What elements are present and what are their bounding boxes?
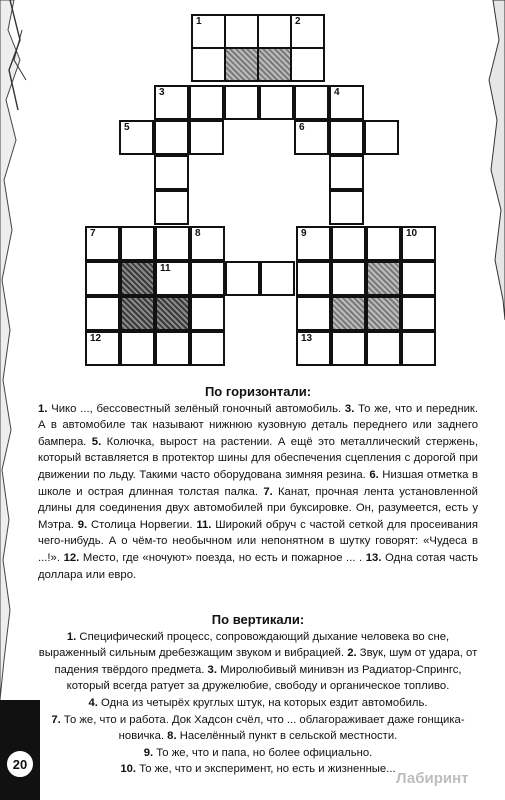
cell-number: 5 [124,122,130,133]
clue-text: Населённый пункт в сельской местности. [176,730,398,743]
crossword-cell[interactable] [331,226,366,261]
shaded-block [366,296,401,331]
crossword-cell[interactable] [154,120,189,155]
across-heading: По горизонтали: [204,384,312,399]
crossword-cell[interactable] [120,331,155,366]
cell-number: 12 [90,333,102,344]
crossword-cell[interactable] [296,296,331,331]
watermark-logo: Лабиринт [396,770,469,787]
clue-text: Канат, прочная лента установленной длины для соединения двух автомобилей при буксировке. Он, разумеется, есть у Мэтра. [38,485,478,531]
clue-number: 3. [207,663,217,676]
clue-text: Столица Норвегии. [87,518,197,531]
clue-number: 9. [143,746,154,759]
crossword-cell[interactable] [364,120,399,155]
crossword-cell[interactable] [294,85,329,120]
cell-number: 13 [301,333,313,344]
shaded-block [257,47,292,82]
clue-text: Чико ..., бессовестный зелёный гоночный автомобиль. [47,402,345,415]
clue-text: Одна из четырёх круглых штук, на которых ездит автомобиль. [97,696,428,709]
crossword-cell[interactable] [260,261,295,296]
shaded-block [224,47,259,82]
cell-number: 9 [301,228,307,239]
clue-text: Специфический процесс, сопровождающий дыхание человека во сне, выраженный сильным дребезжащим звуком и вибрацией. [38,630,450,660]
crossword-cell[interactable] [290,47,325,82]
crossword-cell[interactable] [191,14,226,49]
across-clues [38,384,478,583]
crossword-cell[interactable] [191,47,226,82]
shaded-block [120,296,155,331]
crossword-cell[interactable] [401,226,436,261]
crossword-cell[interactable] [190,261,225,296]
clue-text: То же, что и папа, но более официально. [153,746,373,759]
clue-text: Широкий обруч с частой сеткой для просеивания чего-нибудь. А о чём-то необычном или непонятном в шутку говорят: «Чудеса в ...!». [38,518,478,564]
across-clue-text [38,401,478,584]
crossword-cell[interactable] [329,155,364,190]
shaded-block [155,296,190,331]
crossword-cell[interactable] [190,226,225,261]
crossword-cell[interactable] [120,226,155,261]
cell-number: 4 [334,87,340,98]
crossword-cell[interactable] [259,85,294,120]
crossword-cell[interactable] [296,226,331,261]
clue-number: 7. [51,713,61,726]
down-heading: По вертикали: [211,612,305,627]
clue-text: Низшая отметка в школе и острая длинная толстая палка. [38,468,478,498]
crossword-cell[interactable] [401,331,436,366]
clue-number: 2. [347,647,357,660]
cell-number: 2 [295,16,301,27]
crossword-cell[interactable] [224,85,259,120]
crossword-cell[interactable] [329,85,364,120]
clue-number: 11. [196,518,212,531]
clue-number: 7. [263,485,273,498]
crossword-cell[interactable] [190,331,225,366]
clue-number: 3. [344,402,355,415]
clue-text: Колючка, вырост на растении. А ещё это металлический стержень, который вставляется в протектор шины для обеспечения сцепления с дорогой при движении по льду. Такими часто оборудована зимняя резина. [38,435,478,481]
crossword-cell[interactable] [189,85,224,120]
down-clues [38,612,478,778]
clue-number: 10. [120,763,137,776]
clue-text: Одна сотая часть доллара или евро. [38,551,478,581]
crossword-cell[interactable] [85,331,120,366]
clue-number: 9. [77,518,88,531]
crossword-cell[interactable] [155,226,190,261]
crossword-cell[interactable] [296,331,331,366]
cell-number: 11 [160,263,171,274]
crossword-cell[interactable] [296,261,331,296]
crossword-cell[interactable] [85,226,120,261]
cell-number: 7 [90,228,96,239]
crossword-cell[interactable] [331,261,366,296]
crossword-cell[interactable] [154,190,189,225]
crossword-cell[interactable] [257,14,292,49]
shaded-block [120,261,155,296]
crossword-cell[interactable] [154,155,189,190]
crossword-cell[interactable] [331,331,366,366]
clue-number: 4. [88,696,98,709]
crossword-cell[interactable] [155,261,190,296]
crossword-cell[interactable] [401,296,436,331]
crossword-cell[interactable] [85,296,120,331]
crossword-cell[interactable] [189,120,224,155]
crossword-cell[interactable] [401,261,436,296]
crossword-cell[interactable] [119,120,154,155]
crossword-cell[interactable] [366,331,401,366]
crossword-cell[interactable] [329,190,364,225]
clue-number: 1. [66,630,77,643]
crossword-cell[interactable] [290,14,325,49]
clue-text: То же, что и эксперимент, но есть и жизненные... [136,763,396,776]
cell-number: 10 [406,228,418,239]
cell-number: 6 [299,122,305,133]
crossword-cell[interactable] [155,331,190,366]
crossword-grid [0,0,505,380]
crossword-cell[interactable] [154,85,189,120]
cell-number: 3 [159,87,165,98]
clue-number: 6. [369,468,379,481]
clue-text: Место, где «ночуют» поезда, но есть и пожарное ... . [79,551,366,564]
shaded-block [331,296,366,331]
crossword-cell[interactable] [85,261,120,296]
crossword-cell[interactable] [225,261,260,296]
crossword-cell[interactable] [224,14,259,49]
clue-number: 1. [38,402,48,415]
clue-text: Звук, шум от удара, от падения твёрдого предмета. [54,647,478,676]
down-clue-text [38,629,478,778]
clue-number: 13. [365,551,382,564]
crossword-cell[interactable] [329,120,364,155]
clue-text: То же, что и передник. А в автомобиле так называют нижнюю кузовную деталь переднего или заднего бампера. [38,402,478,448]
crossword-cell[interactable] [190,296,225,331]
clue-number: 5. [91,435,102,448]
page-number: 20 [4,748,36,780]
clue-number: 8. [167,730,177,743]
clue-text: Миролюбивый минивэн из Радиатор-Спрингс, который всегда ратует за дружелюбие, свободу и органическое топливо. [66,663,462,693]
crossword-cell[interactable] [366,226,401,261]
clue-text: То же, что и работа. Док Хадсон счёл, что ... облагораживает даже гонщика-новичка. [60,713,465,743]
cell-number: 8 [195,228,201,239]
shaded-block [366,261,401,296]
cell-number: 1 [196,16,202,27]
crossword-cell[interactable] [294,120,329,155]
clue-number: 12. [63,551,80,564]
